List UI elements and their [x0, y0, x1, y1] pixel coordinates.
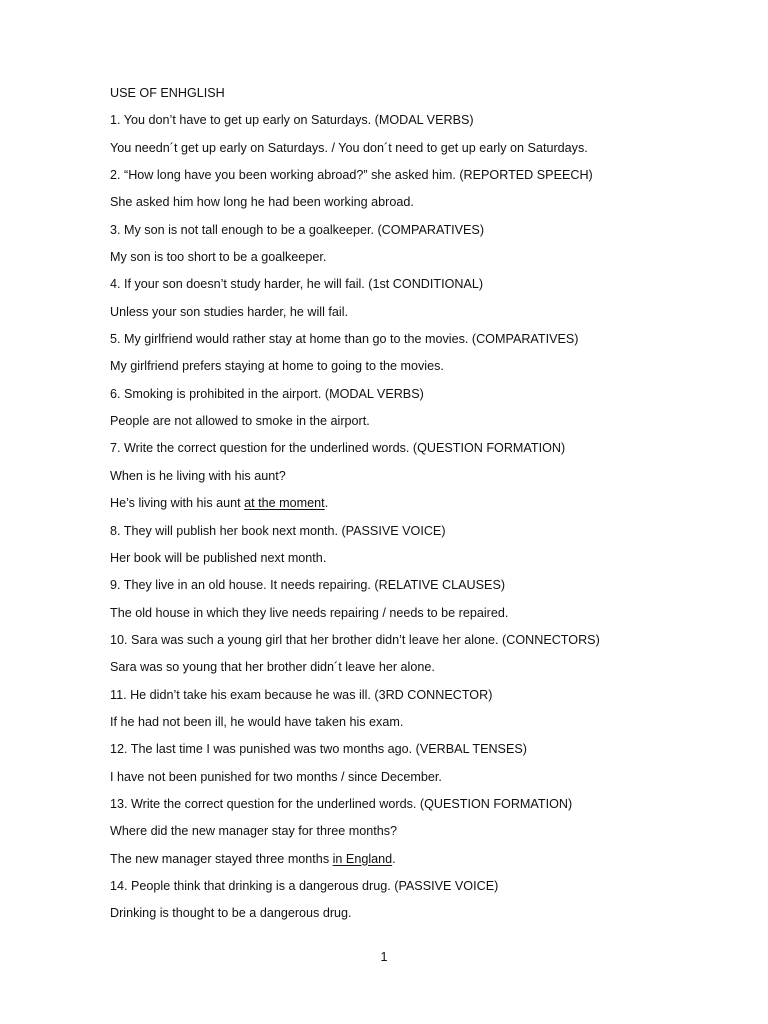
document-line — [110, 794, 710, 821]
document-line — [110, 657, 710, 684]
document-body — [110, 83, 710, 931]
line-text: When is he living with his aunt? — [110, 468, 286, 483]
document-line — [110, 521, 710, 548]
line-text: You needn´t get up early on Saturdays. / You don´t need to get up early on Saturdays. — [110, 140, 588, 155]
line-text: If he had not been ill, he would have taken his exam. — [110, 714, 404, 729]
line-text: Her book will be published next month. — [110, 550, 327, 565]
line-text: Sara was so young that her brother didn´t leave her alone. — [110, 660, 435, 675]
line-text: 12. The last time I was punished was two months ago. (VERBAL TENSES) — [110, 742, 527, 757]
document-line — [110, 712, 710, 739]
line-text: 7. Write the correct question for the underlined words. (QUESTION FORMATION) — [110, 441, 566, 456]
line-text: 8. They will publish her book next month. (PASSIVE VOICE) — [110, 523, 446, 538]
document-line — [110, 302, 710, 329]
page-number: 1 — [380, 950, 388, 964]
line-text: 1. You don’t have to get up early on Saturdays. (MODAL VERBS) — [110, 113, 474, 128]
line-text: He’s living with his aunt — [110, 496, 245, 511]
document-line — [110, 685, 710, 712]
line-text: Unless your son studies harder, he will fail. — [110, 304, 348, 319]
document-line — [110, 247, 710, 274]
line-text: She asked him how long he had been working abroad. — [110, 195, 414, 210]
document-line — [110, 603, 710, 630]
line-text: 9. They live in an old house. It needs repairing. (RELATIVE CLAUSES) — [110, 578, 506, 593]
line-text: 6. Smoking is prohibited in the airport. (MODAL VERBS) — [110, 386, 424, 401]
line-text: 14. People think that drinking is a dangerous drug. (PASSIVE VOICE) — [110, 878, 499, 893]
document-line — [110, 165, 710, 192]
line-text: I have not been punished for two months / since December. — [110, 769, 442, 784]
line-text: The old house in which they live needs repairing / needs to be repaired. — [110, 605, 509, 620]
line-text: 11. He didn’t take his exam because he was ill. (3RD CONNECTOR) — [110, 687, 493, 702]
document-line — [110, 384, 710, 411]
document-line — [110, 220, 710, 247]
line-text: My girlfriend prefers staying at home to going to the movies. — [110, 359, 444, 374]
line-text: Where did the new manager stay for three months? — [110, 824, 398, 839]
document-line — [110, 110, 710, 137]
document-line — [110, 575, 710, 602]
line-text: People are not allowed to smoke in the airport. — [110, 414, 370, 429]
line-text: The new manager stayed three months — [110, 851, 333, 866]
document-line — [110, 630, 710, 657]
document-line — [110, 356, 710, 383]
document-line — [110, 329, 710, 356]
document-title: USE OF ENHGLISH — [110, 86, 225, 100]
line-text-end: . — [324, 496, 329, 511]
document-line — [110, 466, 710, 493]
document-line — [110, 493, 710, 520]
document-line — [110, 903, 710, 930]
line-text-end: . — [392, 851, 396, 866]
line-text: 5. My girlfriend would rather stay at home than go to the movies. (COMPARATIVES) — [110, 332, 579, 347]
line-text: 4. If your son doesn’t study harder, he will fail. (1st CONDITIONAL) — [110, 277, 484, 292]
line-text: My son is too short to be a goalkeeper. — [110, 250, 327, 265]
line-text: 10. Sara was such a young girl that her brother didn’t leave her alone. (CONNECTORS) — [110, 632, 600, 647]
document-line — [110, 274, 710, 301]
document-line — [110, 438, 710, 465]
document-line — [110, 849, 710, 876]
underlined-text: in England — [332, 851, 393, 866]
line-text: 13. Write the correct question for the underlined words. (QUESTION FORMATION) — [110, 796, 573, 811]
document-line — [110, 138, 710, 165]
exercise-list — [110, 110, 710, 930]
document-line — [110, 192, 710, 219]
underlined-text: at the moment — [244, 496, 325, 511]
document-line — [110, 876, 710, 903]
document-line — [110, 548, 710, 575]
line-text: 3. My son is not tall enough to be a goalkeeper. (COMPARATIVES) — [110, 222, 485, 237]
document-line — [110, 411, 710, 438]
line-text: 2. “How long have you been working abroad?” she asked him. (REPORTED SPEECH) — [110, 168, 593, 183]
document-line — [110, 767, 710, 794]
document-line — [110, 821, 710, 848]
document-line — [110, 739, 710, 766]
line-text: Drinking is thought to be a dangerous drug. — [110, 906, 352, 921]
